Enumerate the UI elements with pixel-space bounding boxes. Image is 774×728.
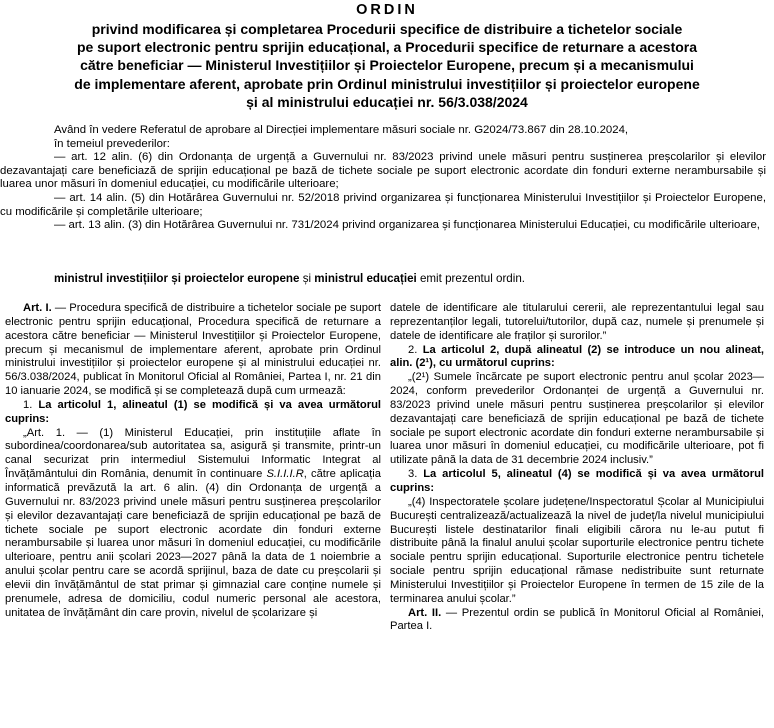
amendment-3-number: 3. [408,468,418,481]
subtitle-line: către beneficiar — Ministerul Investițiilor și Proiectelor Europene, precum și a mecanismului [80,57,694,74]
preamble [0,124,766,233]
amendment-1-quote-continued: datele de identificare ale titularului cererii, ale reprezentantului legal sau reprezentanților legali, tutorelui/tutorilor, după caz, numele și prenumele și datele de identificare ale fraților și surorilor.” [390,302,764,342]
right-column [390,302,764,634]
issuing-statement [0,272,766,286]
article-1-text: — Procedura specifică de distribuire a tichetelor sociale pe suport electronic pentru sprijin educațional, Procedura specifică de returnare a acestora către beneficiar — Ministerul Investițiilor și Proiectelor Europene, precum și mecanismul de implementare aferent, aprobate prin Ordinul ministrului investițiilor și proiectelor europene și al ministrului educației nr. 56/3.038/2024, publicat în Monitorul Oficial al României, Partea I, nr. 21 din 10 ianuarie 2024, se modifică și se completează după cum urmează: [5,302,382,398]
amendment-1-quote [5,427,381,621]
article-1 [5,302,381,399]
amendment-2-title: La articolul 2, după alineatul (2) se introduce un nou alineat, alin. (2¹), cu următorul cuprins: [390,343,764,370]
preamble-temei: în temeiul prevederilor: [54,137,170,150]
left-column [5,302,381,620]
article-2 [390,607,764,635]
subtitle-line: pe suport electronic pentru sprijin educațional, a Procedurii specifice de returnare a acestora [76,39,698,56]
issuer-minister-1: ministrul investițiilor și proiectelor europene [54,272,300,285]
preamble-legal-basis-1: — art. 12 alin. (6) din Ordonanța de urgență a Guvernului nr. 83/2023 privind unele măsuri pentru susținerea preșcolarilor și elevilor dezavantajați care beneficiază de sprijin educațional pe bază de tichete sociale pe suport electronic acordate din fonduri externe nerambursabile și luarea unor măsuri în domeniul educației, cu modificările ulterioare; [0,151,766,191]
quote-part-a: „Art. 1. — (1) Ministerul Educației, prin instituțiile aflate în subordinea/coordonarea/sub autoritatea sa, asigură și transmite, printr-un canal securizat prin intermediul Sistemului Informatic Integrat al Învățământului din România, denumit în continuare [5,426,381,481]
amendment-1-heading [5,399,381,427]
subtitle-line: de implementare aferent, aprobate prin Ordinul ministrului investițiilor și proiectelor europene [74,75,700,92]
issuer-and: și [299,272,315,285]
document-title: ORDIN [356,2,418,18]
amendment-2-heading [390,344,764,372]
quote-part-b: , către aplicația informatică prevăzută la art. 6 alin. (4) din Ordonanța de urgență a Guvernului nr. 83/2023 privind unele măsuri pentru susținerea preșcolarilor și elevilor dezavantajați care beneficiază de sprijin educațional pe bază de tichete sociale pe suport electronic acordate din fonduri externe nerambursabile și luarea unor măsuri în domeniul educației, cu modificările ulterioare, pentru anii școlari 2023—2027 până la data de 1 noiembrie a anului școlar pentru care se acordă sprijinul, baza de date cu preșcolarii și elevii din învățământul de stat primar și gimnazial care conține numele și prenumele, adresa de domiciliu, codul numeric personal ale acestora, unitatea de învățământ din care provin, nivelul de școlarizare și [5,468,381,619]
subtitle-line: și al ministrului educației nr. 56/3.038/2024 [246,93,528,110]
issuer-minister-2: ministrul educației [314,272,417,285]
issuer-rest: emit prezentul ordin. [416,272,525,285]
article-2-text: — Prezentul ordin se publică în Monitorul Oficial al României, Partea I. [390,606,764,633]
siiir-acronym: S.I.I.I.R [266,468,304,481]
amendment-3-heading [390,468,764,496]
amendment-3-quote: „(4) Inspectoratele școlare județene/Inspectoratul Școlar al Municipiului București centralizează/actualizează la nivel de județ/la nivelul municipiului București listele destinatarilor finali eligibili cărora nu le-au putut fi distribuite până la finalul anului școlar suporturile electronice pentru tichete sociale pentru sprijin educațional. Suporturile electronice pentru tichetele sociale pentru sprijin educațional rămase nedistribuite sunt returnate Ministerului Investițiilor și Proiectelor Europene în termen de 15 zile de la terminarea anului școlar.” [390,495,764,605]
preamble-referat: Având în vedere Referatul de aprobare al Direcției implementare măsuri sociale nr. G2024/73.867 din 28.10.2024, [54,124,629,136]
subtitle-line: privind modificarea și completarea Procedurii specifice de distribuire a tichetelor sociale [91,21,683,37]
amendment-3-title: La articolul 5, alineatul (4) se modifică și va avea următorul cuprins: [390,468,765,494]
article-1-label: Art. I. [23,302,52,314]
document-subtitle [6,20,768,111]
amendment-1-number: 1. [23,398,33,411]
amendment-2-number: 2. [408,343,418,356]
preamble-legal-basis-2: — art. 14 alin. (5) din Hotărârea Guvernului nr. 52/2018 privind organizarea și funcționarea Ministerului Investițiilor și Proiectelor Europene, cu modificările și completările ulterioare; [0,191,766,218]
amendment-2-quote: „(2¹) Sumele încărcate pe suport electronic pentru anul școlar 2023—2024, conform prevederilor Ordonanței de urgență a Guvernului nr. 83/2023 privind unele măsuri pentru susținerea preșcolarilor și elevilor dezavantajați care beneficiază de sprijin educațional pe bază de tichete sociale pe suport electronic acordate din fonduri externe nerambursabile și luarea unor măsuri în domeniul educației, cu modificările ulterioare, pot fi utilizate până la data de 31 decembrie 2024 inclusiv.” [390,371,764,467]
amendment-1-title: La articolul 1, alineatul (1) se modifică și va avea următorul cuprins: [5,398,382,425]
article-2-label: Art. II. [408,606,442,619]
preamble-legal-basis-3: — art. 13 alin. (3) din Hotărârea Guvernului nr. 731/2024 privind organizarea și funcționarea Ministerului Educației, cu modificările ulterioare, [54,219,760,232]
